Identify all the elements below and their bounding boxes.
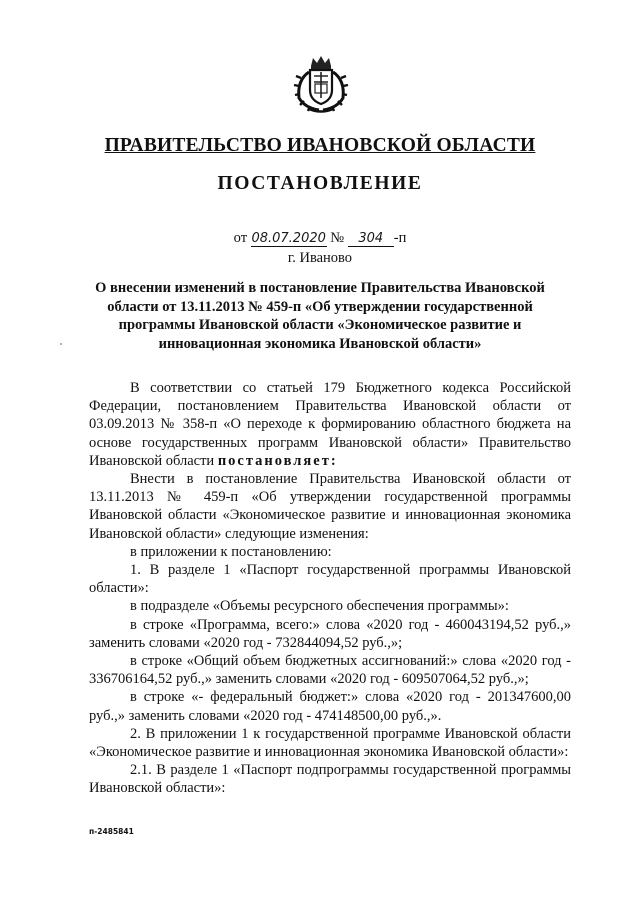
paragraph: в приложении к постановлению: [130,543,332,560]
paragraph: 1. В разделе 1 «Паспорт государственной программы Ивановской области»: [89,562,571,597]
document-number: 304 [348,232,394,247]
paragraph: в строке «- федеральный бюджет:» слова «2020 год - 201347600,00 руб.,» заменить словами «2020 год - 474148500,00 руб.,». [89,689,571,724]
paragraph [89,379,571,470]
city: г. Иваново [287,250,353,266]
paragraph: в строке «Программа, всего:» слова «2020 год - 460043194,52 руб.,» заменить словами «2020 год - 732844094,52 руб.,»; [89,616,571,651]
document-body [89,379,571,798]
number-suffix: -п [393,230,407,246]
document-type-title: ПОСТАНОВЛЕНИЕ [217,173,423,194]
footer-code: п-2485841 [89,827,134,836]
scan-dot [60,343,62,345]
organization-title: ПРАВИТЕЛЬСТВО ИВАНОВСКОЙ ОБЛАСТИ [104,135,536,156]
paragraph: Внести в постановление Правительства Ивановской области от 13.11.2013 № 459-п «Об утверждении государственной программы Ивановской области «Экономическое развитие и инновационная экономика Ивановской области» следующие изменения: [89,471,571,542]
paragraph: в подразделе «Объемы ресурсного обеспечения программы»: [130,598,509,615]
date-prefix: от [233,230,248,246]
paragraph: 2.1. В разделе 1 «Паспорт подпрограммы государственной программы Ивановской области»: [89,762,571,797]
paragraph: 2. В приложении 1 к государственной программе Ивановской области «Экономическое развитие и инновационная экономика Ивановской области»: [89,725,571,761]
paragraph-spaced-text: постановляет: [217,452,338,469]
paragraph-text: В соответствии со статьей 179 Бюджетного кодекса Российской Федерации, постановлением Правительства Ивановской области от 03.09.2013 № 358-п «О переходе к формированию областного бюджета на основе государственных программ Ивановской области» Правительство Ивановской области [89,380,571,469]
paragraph: в строке «Общий объем бюджетных ассигнований:» слова «2020 год - 336706164,52 руб.,» заменить словами «2020 год - 609507064,52 руб.,»; [89,653,571,688]
number-sign: № [330,230,345,246]
coat-of-arms-icon [293,54,349,114]
date-number-line [0,230,640,247]
document-subject: О внесении изменений в постановление Правительства Ивановской области от 13.11.2013 № 459-п «Об утверждении государственной программы Ивановской области «Экономическое развитие и инновационная экономика Ивановской области» [95,280,545,352]
document-date: 08.07.2020 [251,231,326,246]
